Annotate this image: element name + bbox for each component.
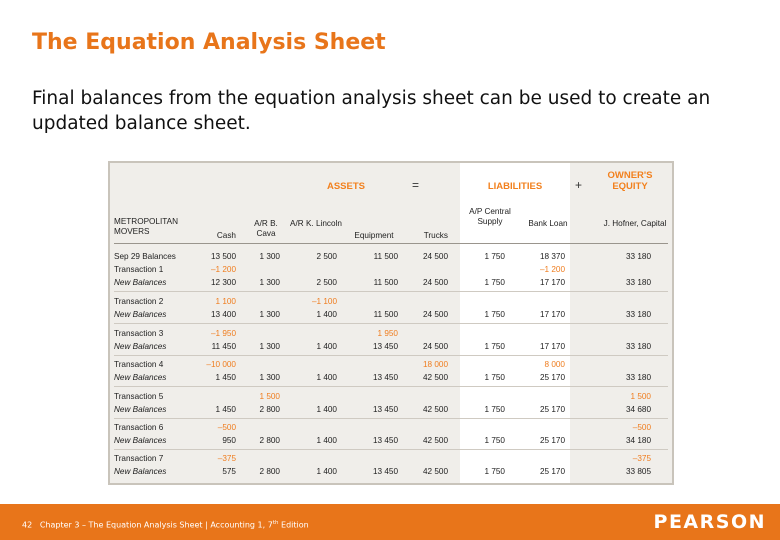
table-cell: –1 200: [210, 265, 236, 274]
table-cell: 1 300: [259, 310, 280, 319]
slide-title: The Equation Analysis Sheet: [32, 30, 386, 55]
table-cell: 1 400: [316, 467, 337, 476]
slide-subtitle: Final balances from the equation analysis sheet can be used to create an updated balance sheet.: [32, 88, 711, 134]
table-cell: 33 180: [625, 310, 651, 319]
table-cell: 13 450: [372, 373, 398, 382]
table-cell: 1 750: [484, 467, 505, 476]
row-label: New Balances: [114, 342, 167, 351]
table-cell: 1 750: [484, 252, 505, 261]
plus-sign: +: [575, 178, 583, 192]
table-cell: 17 170: [539, 342, 565, 351]
row-label: Transaction 2: [114, 297, 164, 306]
row-label: Transaction 5: [114, 392, 164, 401]
table-cell: 1 450: [215, 405, 236, 414]
table-cell: 1 750: [484, 278, 505, 287]
table-cell: 1 400: [316, 373, 337, 382]
table-cell: 1 750: [484, 405, 505, 414]
owners-equity-header: OWNER'S EQUITY: [607, 170, 653, 192]
table-cell: 33 180: [625, 342, 651, 351]
table-cell: 25 170: [539, 436, 565, 445]
row-label: New Balances: [114, 405, 167, 414]
table-cell: –500: [632, 423, 651, 432]
table-cell: 33 180: [625, 373, 651, 382]
table-cell: 24 500: [422, 342, 448, 351]
assets-header: ASSETS: [326, 181, 365, 192]
table-cell: 42 500: [422, 436, 448, 445]
table-cell: 33 180: [625, 278, 651, 287]
col-header-ar-cava: A/R B. Cava: [254, 219, 278, 238]
footer-caption-sup: th: [272, 520, 279, 526]
row-label: Transaction 6: [114, 423, 164, 432]
table-cell: 1 750: [484, 373, 505, 382]
row-separator: [114, 386, 668, 387]
footer-caption: Chapter 3 – The Equation Analysis Sheet | Accounting 1, 7: [39, 520, 273, 530]
pearson-logo: PEARSON: [653, 511, 766, 533]
table-cell: 950: [222, 436, 236, 445]
table-cell: 13 450: [372, 405, 398, 414]
table-cell: –375: [217, 454, 236, 463]
table-cell: 33 805: [625, 467, 651, 476]
table-cell: –1 200: [539, 265, 565, 274]
table-cell: 575: [222, 467, 236, 476]
table-cell: 1 750: [484, 342, 505, 351]
equation-analysis-sheet: [108, 161, 674, 485]
table-cell: 13 450: [372, 342, 398, 351]
table-cell: 33 180: [625, 252, 651, 261]
table-cell: 2 800: [259, 436, 280, 445]
table-cell: 12 300: [210, 278, 236, 287]
page-number: 42: [22, 520, 33, 530]
footer-text: [22, 520, 309, 530]
table-cell: 18 000: [422, 360, 448, 369]
row-label: Transaction 3: [114, 329, 164, 338]
table-cell: 34 680: [625, 405, 651, 414]
equals-sign: =: [412, 178, 420, 192]
table-cell: 13 450: [372, 467, 398, 476]
row-label: New Balances: [114, 467, 167, 476]
table-cell: 1 300: [259, 278, 280, 287]
table-cell: 1 950: [377, 329, 398, 338]
table-cell: 24 500: [422, 252, 448, 261]
table-cell: 1 300: [259, 252, 280, 261]
table-cell: 1 400: [316, 342, 337, 351]
table-cell: 1 300: [259, 342, 280, 351]
table-cell: 11 450: [211, 342, 236, 351]
col-header-bank-loan: Bank Loan: [528, 219, 568, 228]
table-cell: 17 170: [539, 278, 565, 287]
footer-caption-end: Edition: [278, 520, 309, 530]
table-cell: 1 400: [316, 436, 337, 445]
row-separator: [114, 291, 668, 292]
col-header-equipment: Equipment: [354, 231, 394, 240]
table-cell: 1 750: [484, 436, 505, 445]
table-cell: 34 180: [625, 436, 651, 445]
row-separator: [114, 449, 668, 450]
table-cell: 11 500: [373, 278, 398, 287]
table-cell: 25 170: [539, 373, 565, 382]
liabilities-header: LIABILITIES: [487, 181, 543, 192]
footer-bar: [0, 504, 780, 540]
row-label: Transaction 4: [114, 360, 164, 369]
header-rule: [114, 243, 668, 244]
table-cell: 18 370: [539, 252, 565, 261]
table-cell: 1 750: [484, 310, 505, 319]
table-cell: 1 500: [630, 392, 651, 401]
col-header-capital: J. Hofner, Capital: [603, 219, 667, 228]
table-cell: 24 500: [422, 310, 448, 319]
table-cell: –1 100: [311, 297, 337, 306]
row-label: Sep 29 Balances: [114, 252, 176, 261]
table-cell: 24 500: [422, 278, 448, 287]
row-label: Transaction 7: [114, 454, 164, 463]
table-cell: –375: [632, 454, 651, 463]
table-cell: 2 800: [259, 467, 280, 476]
row-label: New Balances: [114, 278, 167, 287]
row-label: New Balances: [114, 373, 167, 382]
table-cell: 25 170: [539, 467, 565, 476]
company-name: METROPOLITAN MOVERS: [114, 217, 178, 236]
row-separator: [114, 323, 668, 324]
col-header-trucks: Trucks: [423, 231, 448, 240]
table-cell: 1 300: [259, 373, 280, 382]
col-header-ar-lincoln: A/R K. Lincoln: [290, 219, 342, 228]
row-label: New Balances: [114, 310, 167, 319]
table-cell: 42 500: [422, 405, 448, 414]
table-cell: 11 500: [373, 252, 398, 261]
table-cell: 1 400: [316, 405, 337, 414]
table-cell: 13 400: [210, 310, 236, 319]
table-cell: –500: [217, 423, 236, 432]
col-header-ap-central: A/P Central Supply: [469, 207, 511, 226]
table-cell: 1 500: [259, 392, 280, 401]
table-cell: –10 000: [206, 360, 236, 369]
table-cell: –1 950: [210, 329, 236, 338]
table-cell: 1 100: [215, 297, 236, 306]
col-header-cash: Cash: [216, 231, 236, 240]
row-separator: [114, 418, 668, 419]
table-cell: 42 500: [422, 467, 448, 476]
table-cell: 1 450: [215, 373, 236, 382]
table-cell: 42 500: [422, 373, 448, 382]
table-cell: 2 500: [316, 252, 337, 261]
row-label: Transaction 1: [114, 265, 164, 274]
table-cell: 2 800: [259, 405, 280, 414]
table-cell: 8 000: [544, 360, 565, 369]
table-cell: 13 500: [210, 252, 236, 261]
table-cell: 11 500: [373, 310, 398, 319]
table-cell: 1 400: [316, 310, 337, 319]
table-cell: 25 170: [539, 405, 565, 414]
table-cell: 17 170: [539, 310, 565, 319]
table-cell: 13 450: [372, 436, 398, 445]
row-separator: [114, 355, 668, 356]
table-cell: 2 500: [316, 278, 337, 287]
row-label: New Balances: [114, 436, 167, 445]
